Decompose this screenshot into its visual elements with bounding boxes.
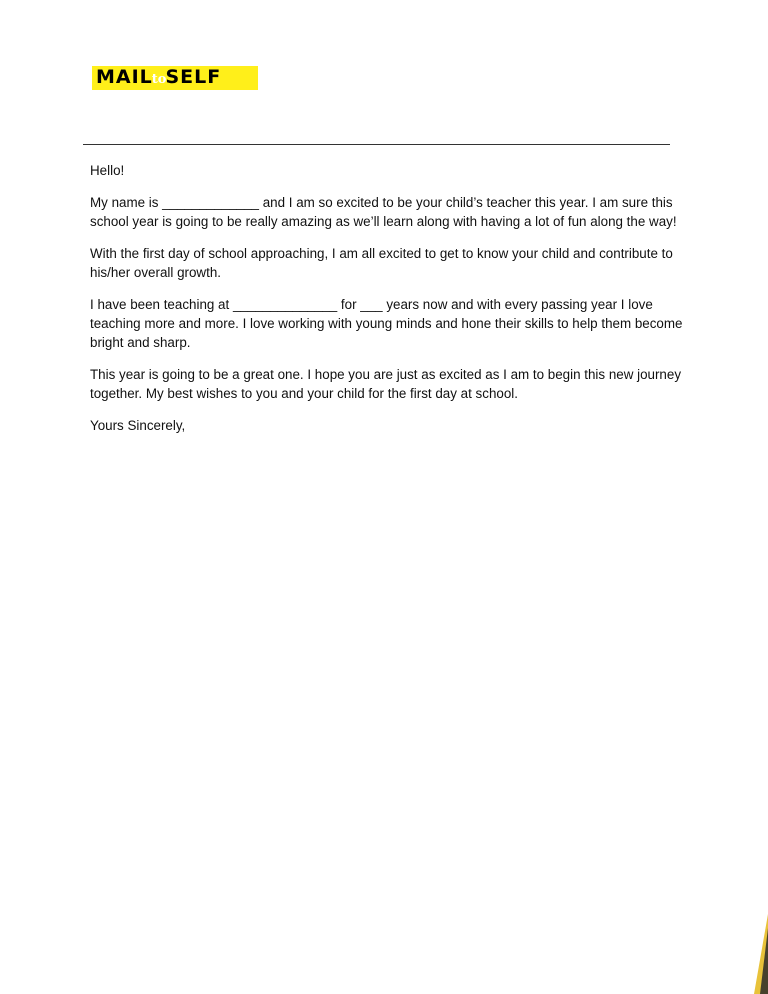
- corner-decoration: [748, 914, 768, 994]
- logo-mail: MAIL: [96, 66, 153, 88]
- letter-paragraph-first-day: With the first day of school approaching, I am all excited to get to know your child and contribute to his/her overall growth.: [90, 246, 673, 280]
- logo-self: SELF: [165, 66, 222, 88]
- logo-to: to: [151, 71, 167, 87]
- letter-closing: Yours Sincerely,: [90, 418, 186, 433]
- mailtoself-logo: [92, 66, 258, 90]
- header-divider: [83, 144, 670, 145]
- letter-body: [90, 161, 684, 448]
- logo-wordmark: [96, 66, 221, 90]
- letter-paragraph-experience: I have been teaching at ______________ for ___ years now and with every passing year I love teaching more and more. I love working with young minds and hone their skills to help them become bright and sharp.: [90, 297, 683, 350]
- letter-greeting: Hello!: [90, 163, 125, 178]
- letter-paragraph-intro: My name is _____________ and I am so excited to be your child’s teacher this year. I am sure this school year is going to be really amazing as we’ll learn along with having a lot of fun along the way!: [90, 195, 677, 229]
- letter-paragraph-wishes: This year is going to be a great one. I hope you are just as excited as I am to begin this new journey together. My best wishes to you and your child for the first day at school.: [90, 367, 682, 401]
